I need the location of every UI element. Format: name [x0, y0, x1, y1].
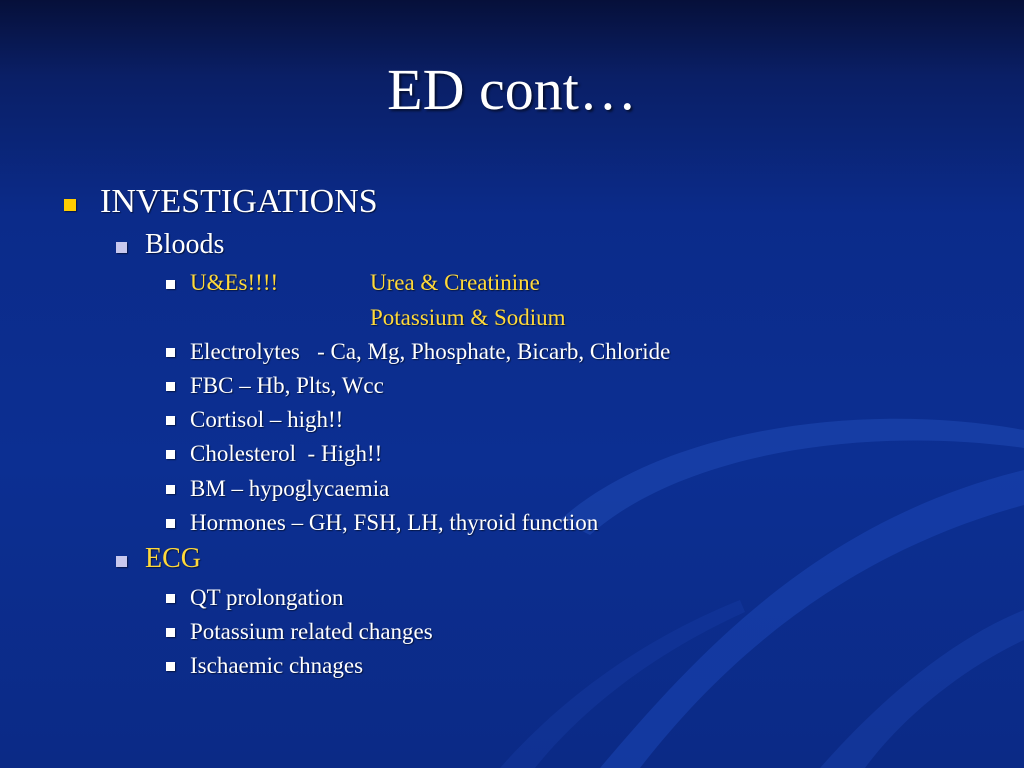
ues-label: U&Es!!!!: [190, 270, 279, 295]
ecg-item: QT prolongation: [190, 585, 344, 610]
section-ecg: ECG: [145, 543, 201, 574]
bloods-item: FBC – Hb, Plts, Wcc: [190, 373, 384, 398]
bloods-item: BM – hypoglycaemia: [190, 476, 390, 501]
section-bloods: Bloods: [145, 229, 225, 260]
ecg-item: Potassium related changes: [190, 619, 433, 644]
square-bullet-icon: [166, 594, 175, 603]
square-bullet-icon: [116, 242, 127, 253]
square-bullet-icon: [166, 382, 175, 391]
ues-detail-1: Urea & Creatinine: [370, 270, 540, 295]
heading-investigations: INVESTIGATIONS: [100, 183, 378, 220]
square-bullet-icon: [64, 199, 76, 211]
ues-detail-2: Potassium & Sodium: [370, 305, 566, 330]
square-bullet-icon: [166, 519, 175, 528]
ecg-item: Ischaemic chnages: [190, 653, 364, 678]
square-bullet-icon: [166, 348, 175, 357]
square-bullet-icon: [116, 556, 127, 567]
square-bullet-icon: [166, 416, 175, 425]
bloods-item: Cholesterol - High!!: [190, 441, 383, 466]
square-bullet-icon: [166, 662, 175, 671]
square-bullet-icon: [166, 485, 175, 494]
bloods-item: Electrolytes - Ca, Mg, Phosphate, Bicarb, Chloride: [190, 339, 671, 364]
slide-title: ED cont…: [387, 57, 637, 122]
bloods-item: Cortisol – high!!: [190, 407, 344, 432]
square-bullet-icon: [166, 628, 175, 637]
square-bullet-icon: [166, 280, 175, 289]
square-bullet-icon: [166, 450, 175, 459]
bloods-item: Hormones – GH, FSH, LH, thyroid function: [190, 510, 599, 535]
